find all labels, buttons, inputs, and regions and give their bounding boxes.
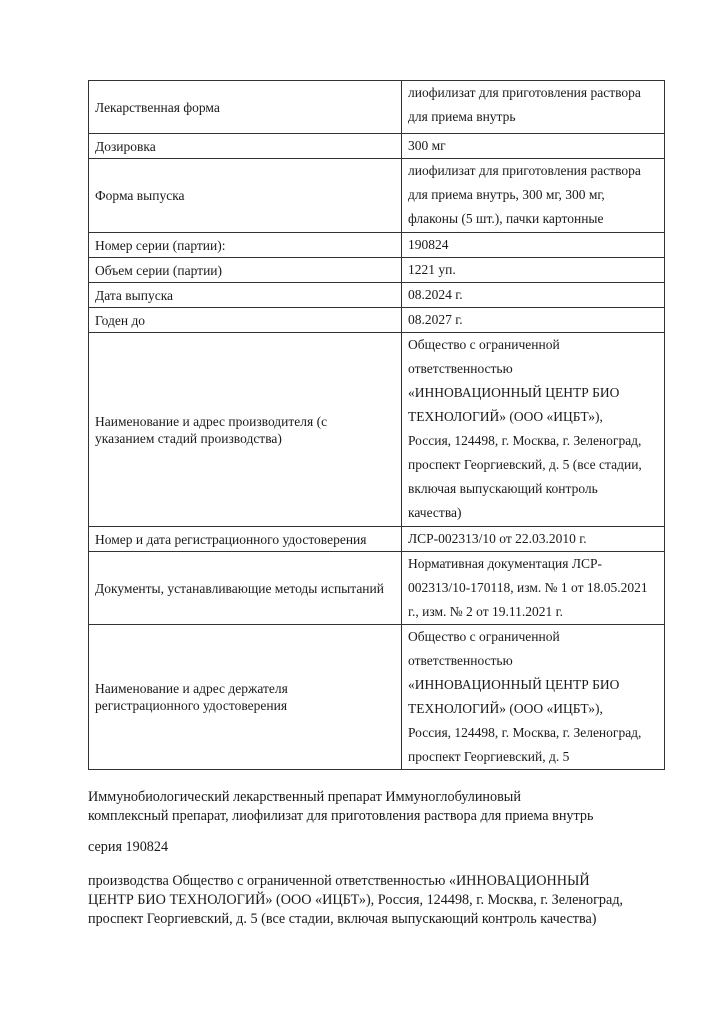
row-value-line: 002313/10-170118, изм. № 1 от 18.05.2021 — [408, 580, 648, 595]
row-value-line: ТЕХНОЛОГИЙ» (ООО «ИЦБТ»), — [408, 409, 603, 424]
row-label — [89, 134, 402, 159]
row-value-line: 1221 уп. — [408, 262, 456, 277]
row-value-line: 300 мг — [408, 138, 446, 153]
table-row — [89, 527, 665, 552]
row-label — [89, 81, 402, 134]
row-label-line: Дата выпуска — [95, 287, 174, 303]
row-value-line: флаконы (5 шт.), пачки картонные — [408, 211, 604, 226]
row-value-line: 08.2024 г. — [408, 287, 463, 302]
manufacturer-paragraph — [88, 872, 623, 929]
row-label-line: Годен до — [95, 312, 146, 328]
row-label — [89, 308, 402, 333]
row-value-line: лиофилизат для приготовления раствора — [408, 163, 641, 178]
table-row — [89, 625, 665, 770]
paragraph-line: производства Общество с ограниченной ответственностью «ИННОВАЦИОННЫЙ — [88, 873, 590, 889]
row-label — [89, 159, 402, 233]
row-value — [402, 333, 665, 527]
paragraph-line: серия 190824 — [88, 839, 169, 855]
row-value-line: «ИННОВАЦИОННЫЙ ЦЕНТР БИО — [408, 677, 620, 692]
row-label-line: Лекарственная форма — [95, 99, 220, 115]
product-paragraph — [88, 788, 593, 826]
row-value-line: ЛСР-002313/10 от 22.03.2010 г. — [408, 531, 587, 546]
table-row — [89, 159, 665, 233]
row-value — [402, 258, 665, 283]
row-label-line: Наименование и адрес производителя (с — [95, 413, 328, 429]
row-label-line: Номер и дата регистрационного удостоверения — [95, 531, 367, 547]
row-value-line: включая выпускающий контроль — [408, 481, 598, 496]
product-info-table — [88, 80, 665, 770]
row-label-line: указанием стадий производства) — [95, 430, 282, 446]
table-row — [89, 308, 665, 333]
row-label-line: Наименование и адрес держателя — [95, 681, 288, 696]
row-value — [402, 134, 665, 159]
table-row — [89, 258, 665, 283]
row-value-line: Общество с ограниченной — [408, 337, 560, 352]
row-value-line: Россия, 124498, г. Москва, г. Зеленоград, — [408, 725, 642, 740]
row-value-line: Нормативная документация ЛСР- — [408, 556, 603, 571]
row-value-line: 190824 — [408, 237, 449, 252]
row-value-line: для приема внутрь, 300 мг, 300 мг, — [408, 187, 605, 202]
row-label-line: Документы, устанавливающие методы испытаний — [95, 580, 384, 596]
row-label-line: Номер серии (партии): — [95, 237, 226, 253]
row-value-line: Общество с ограниченной — [408, 629, 560, 644]
series-paragraph — [88, 838, 168, 857]
row-label-line: Объем серии (партии) — [95, 262, 223, 278]
row-label — [89, 258, 402, 283]
row-label — [89, 283, 402, 308]
row-value — [402, 283, 665, 308]
row-value — [402, 527, 665, 552]
row-label — [89, 527, 402, 552]
row-label-line: Дозировка — [95, 138, 156, 154]
row-value-line: качества) — [408, 505, 462, 520]
row-label — [89, 552, 402, 625]
table-row — [89, 134, 665, 159]
row-value — [402, 81, 665, 134]
table-row — [89, 283, 665, 308]
row-value-line: проспект Георгиевский, д. 5 (все стадии, — [408, 457, 642, 472]
row-value-line: для приема внутрь — [408, 109, 516, 124]
row-value — [402, 159, 665, 233]
paragraph-line: Иммунобиологический лекарственный препарат Иммуноглобулиновый — [88, 789, 521, 805]
paragraph-line: проспект Георгиевский, д. 5 (все стадии, включая выпускающий контроль качества) — [88, 911, 597, 927]
row-value — [402, 625, 665, 770]
row-value-line: ответственностью — [408, 361, 513, 376]
paragraph-line: комплексный препарат, лиофилизат для приготовления раствора для приема внутрь — [88, 808, 594, 824]
row-label — [89, 625, 402, 770]
table-row — [89, 333, 665, 527]
table-row — [89, 233, 665, 258]
row-value — [402, 233, 665, 258]
table-row — [89, 552, 665, 625]
row-value-line: лиофилизат для приготовления раствора — [408, 85, 641, 100]
row-value-line: ТЕХНОЛОГИЙ» (ООО «ИЦБТ»), — [408, 701, 603, 716]
row-label-line: Форма выпуска — [95, 188, 185, 203]
row-label — [89, 333, 402, 527]
row-value-line: ответственностью — [408, 653, 513, 668]
row-value-line: проспект Георгиевский, д. 5 — [408, 749, 570, 764]
row-label-line: регистрационного удостоверения — [95, 698, 288, 713]
row-label — [89, 233, 402, 258]
row-value-line: «ИННОВАЦИОННЫЙ ЦЕНТР БИО — [408, 385, 620, 400]
paragraph-line: ЦЕНТР БИО ТЕХНОЛОГИЙ» (ООО «ИЦБТ»), Россия, 124498, г. Москва, г. Зеленоград, — [88, 892, 624, 908]
row-value — [402, 308, 665, 333]
row-value-line: г., изм. № 2 от 19.11.2021 г. — [408, 604, 564, 619]
table-row — [89, 81, 665, 134]
row-value — [402, 552, 665, 625]
row-value-line: 08.2027 г. — [408, 312, 463, 327]
row-value-line: Россия, 124498, г. Москва, г. Зеленоград, — [408, 433, 642, 448]
